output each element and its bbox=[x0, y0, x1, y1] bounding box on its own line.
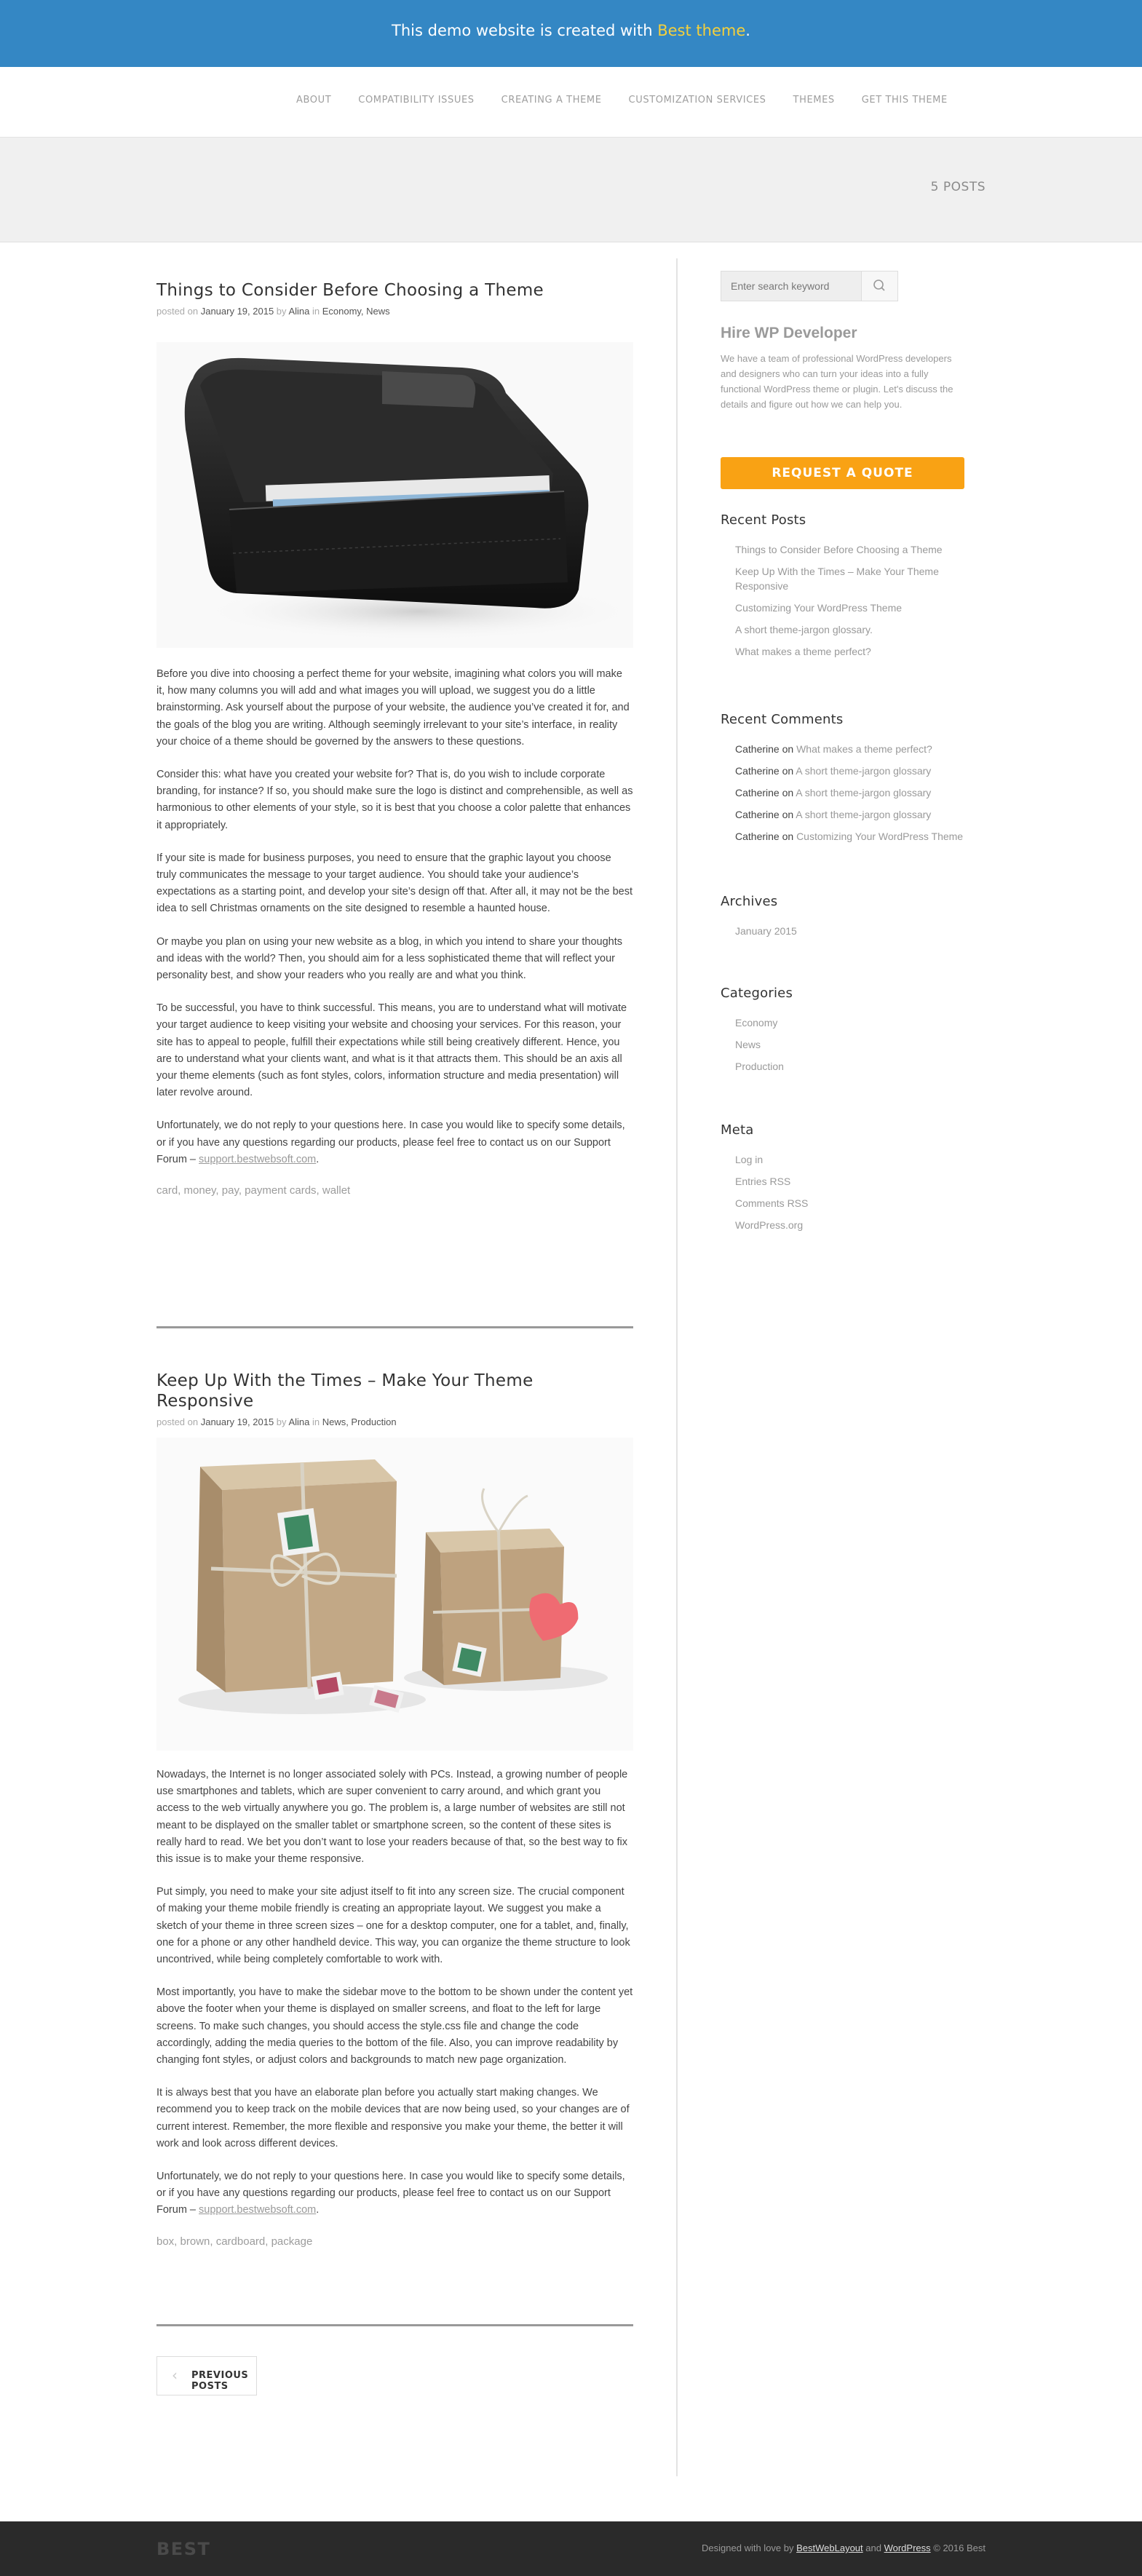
post-categories[interactable]: Economy, News bbox=[322, 306, 390, 317]
best-theme-link[interactable]: Best theme bbox=[657, 22, 746, 39]
widget-title: Recent Posts bbox=[721, 512, 806, 528]
comment-on-label: on bbox=[779, 787, 796, 798]
wordpress-link[interactable]: WordPress bbox=[884, 2543, 931, 2553]
post-title[interactable]: Things to Consider Before Choosing a Theme bbox=[156, 281, 544, 300]
meta-link[interactable]: Comments RSS bbox=[735, 1197, 809, 1209]
archive-link[interactable]: January 2015 bbox=[735, 925, 797, 937]
boxes-image bbox=[156, 1438, 633, 1751]
comment-on-label: on bbox=[779, 831, 797, 842]
comment-on-label: on bbox=[779, 809, 796, 820]
widget-title: Archives bbox=[721, 894, 778, 909]
comment-author: Catherine bbox=[735, 765, 780, 777]
post-date[interactable]: January 19, 2015 bbox=[200, 306, 274, 317]
category-link[interactable]: News bbox=[735, 1039, 761, 1050]
comment-post-link[interactable]: Customizing Your WordPress Theme bbox=[796, 831, 964, 842]
meta-link[interactable]: WordPress.org bbox=[735, 1219, 804, 1231]
widget-title: Categories bbox=[721, 986, 793, 1001]
widget-title: Recent Comments bbox=[721, 712, 844, 727]
recent-comment bbox=[735, 829, 997, 844]
support-forum-link[interactable]: support.bestwebsoft.com bbox=[199, 1153, 317, 1165]
closing-end: . bbox=[316, 1153, 320, 1165]
nav-item-customization-services[interactable]: CUSTOMIZATION SERVICES bbox=[628, 95, 766, 106]
post-paragraph: Put simply, you need to make your site adjust itself to fit into any screen size. The crucial component of making your theme mobile friendly is creating an appropriate layout. We suggest you make a sketch of your theme in three screen sizes – one for a desktop computer, one for a tablet, and, finally, one for a phone or any other handheld device. This way, you can organize the theme structure to look uncontrived, while being completely comfortable to work with. bbox=[156, 1886, 630, 1966]
post-paragraph: Nowadays, the Internet is no longer associated solely with PCs. Instead, a growing number of people use smartphones and tablets, which are super convenient to carry around, and which grant you access to the web virtually anywhere you go. The problem is, a large number of websites are still not meant to be displayed on the smaller tablet or smartphone screen, so the content of these sites is really hard to read. We bet you don’t want to lose your readers because of that, so the best way to fix this issue is to make your theme responsive. bbox=[156, 1769, 628, 1866]
post-body bbox=[156, 666, 633, 1197]
comment-author: Catherine bbox=[735, 787, 780, 798]
main-navigation bbox=[0, 67, 1142, 138]
nav-item-compatibility-issues[interactable]: COMPATIBILITY ISSUES bbox=[358, 95, 475, 106]
comment-post-link[interactable]: A short theme-jargon glossary bbox=[796, 787, 932, 798]
post-separator bbox=[156, 1326, 633, 1328]
comment-author: Catherine bbox=[735, 831, 780, 842]
recent-comment bbox=[735, 764, 997, 778]
archives-widget bbox=[721, 894, 997, 946]
hire-title: Hire WP Developer bbox=[721, 325, 857, 341]
hire-developer-widget bbox=[721, 325, 997, 412]
search-input[interactable] bbox=[721, 272, 863, 301]
post-article bbox=[156, 280, 633, 317]
footer-credit bbox=[702, 2543, 986, 2553]
nav-item-get-this-theme[interactable]: GET THIS THEME bbox=[861, 95, 948, 106]
by-label: by bbox=[274, 1416, 289, 1427]
nav-item-themes[interactable]: THEMES bbox=[793, 95, 835, 106]
demo-notice-text: This demo website is created with bbox=[392, 22, 658, 39]
search-icon bbox=[862, 272, 898, 301]
post-paragraph: Before you dive into choosing a perfect theme for your website, imagining what colors you will make it, how many columns you will add and what images you will upload, we suggest you do a little brainstorming. Ask yourself about the purpose of your website, the audience you’ve created it for, and the goals of the blog you are writing. Although seemingly irrelevant to your site’s interface, in reality your choice of a theme should be governed by the answers to these questions. bbox=[156, 668, 630, 748]
post-author[interactable]: Alina bbox=[288, 1416, 310, 1427]
request-quote-button[interactable]: REQUEST A QUOTE bbox=[721, 457, 964, 489]
post-meta bbox=[156, 306, 633, 317]
bestweblayout-link[interactable]: BestWebLayout bbox=[796, 2543, 863, 2553]
in-label: in bbox=[309, 306, 322, 317]
comment-on-label: on bbox=[779, 765, 796, 777]
comment-author: Catherine bbox=[735, 809, 780, 820]
previous-posts-label: PREVIOUS POSTS bbox=[191, 2370, 249, 2392]
widget-title: Meta bbox=[721, 1122, 754, 1138]
comment-post-link[interactable]: A short theme-jargon glossary bbox=[796, 765, 932, 777]
recent-comment bbox=[735, 785, 997, 800]
post-date[interactable]: January 19, 2015 bbox=[200, 1416, 274, 1427]
support-forum-link[interactable]: support.bestwebsoft.com bbox=[199, 2204, 317, 2216]
previous-posts-button[interactable] bbox=[156, 2356, 257, 2395]
posted-on-label: posted on bbox=[156, 306, 201, 317]
post-meta bbox=[156, 1416, 633, 1427]
post-tags[interactable]: card, money, pay, payment cards, wallet bbox=[156, 1184, 351, 1197]
closing-text: Unfortunately, we do not reply to your questions here. In case you would like to specify some details, or if you have any questions regarding our products, please feel free to contact us on our Support Forum – bbox=[156, 1119, 625, 1165]
recent-post-link[interactable]: What makes a theme perfect? bbox=[735, 646, 871, 657]
post-paragraph: Most importantly, you have to make the sidebar move to the bottom to be shown under the content yet above the footer when your theme is displayed on smaller screens, and float to the left for large screens. To make such changes, you should access the style.css file and change the code accordingly, adding the media queries to the bottom of the file. Also, you can improve readability by changing font styles, or adjust colors and backgrounds to match new page organization. bbox=[156, 1986, 633, 2066]
nav-item-creating-a-theme[interactable]: CREATING A THEME bbox=[501, 95, 602, 106]
post-title[interactable]: Keep Up With the Times – Make Your Theme Responsive bbox=[156, 1371, 534, 1411]
posted-on-label: posted on bbox=[156, 1416, 201, 1427]
recent-comments-widget bbox=[721, 712, 997, 851]
search-button[interactable] bbox=[861, 272, 897, 301]
nav-item-about[interactable]: ABOUT bbox=[296, 95, 332, 106]
by-label: by bbox=[274, 306, 289, 317]
category-link[interactable]: Economy bbox=[735, 1017, 778, 1029]
comment-on-label: on bbox=[779, 743, 797, 755]
post-paragraph: Consider this: what have you created your website for? That is, do you wish to include corporate branding, for instance? If so, you should make sure the logo is distinct and comprehensible, as well as harmonious to other elements of your style, so it is best that you choose a color palette that enhances it appropriately. bbox=[156, 769, 633, 831]
post-closing bbox=[156, 1117, 633, 1168]
meta-widget bbox=[721, 1122, 997, 1240]
post-author[interactable]: Alina bbox=[288, 306, 310, 317]
posts-count: 5 POSTS bbox=[930, 180, 986, 194]
in-label: in bbox=[309, 1416, 322, 1427]
comment-author: Catherine bbox=[735, 743, 780, 755]
demo-notice-bar bbox=[0, 0, 1142, 67]
closing-text: Unfortunately, we do not reply to your questions here. In case you would like to specify some details, or if you have any questions regarding our products, please feel free to contact us on our Support Forum – bbox=[156, 2171, 625, 2216]
sidebar-divider bbox=[676, 258, 678, 2476]
copyright-text: © 2016 Best bbox=[930, 2543, 986, 2553]
recent-post-link[interactable]: Things to Consider Before Choosing a Theme bbox=[735, 544, 943, 555]
post-article bbox=[156, 1371, 633, 1427]
recent-comment bbox=[735, 742, 997, 756]
category-link[interactable]: Production bbox=[735, 1061, 784, 1072]
wallet-image bbox=[156, 342, 633, 648]
post-categories[interactable]: News, Production bbox=[322, 1416, 397, 1427]
hire-text: We have a team of professional WordPress developers and designers who can turn your ideas into a fully functional WordPress theme or plugin. Let's discuss the details and figure out how we can help you. bbox=[721, 353, 953, 410]
recent-comment bbox=[735, 807, 997, 822]
page-header-band bbox=[0, 138, 1142, 242]
post-paragraph: To be successful, you have to think successful. This means, you are to understand what will motivate your target audience to keep visiting your website and choosing your services. For this reason, your site has to appeal to people, fulfill their expectations while still being creatively different. Hence, you are to understand what your clients want, and what is it that attracts them. This should be an axis all your theme elements (such as font styles, colors, information structure and media presentation) will later revolve around. bbox=[156, 1002, 627, 1099]
chevron-left-icon: ‹ bbox=[172, 2366, 178, 2384]
meta-link[interactable]: Log in bbox=[735, 1154, 764, 1165]
post-separator bbox=[156, 2324, 633, 2326]
footer-logo[interactable]: BEST bbox=[156, 2539, 211, 2559]
comment-post-link[interactable]: What makes a theme perfect? bbox=[796, 743, 932, 755]
post-paragraph: Or maybe you plan on using your new website as a blog, in which you intend to share your thoughts and ideas with the world? Then, you should aim for a less sophisticated theme that will reflect your personality best, and show your readers who you really are and what you think. bbox=[156, 935, 622, 982]
post-tags[interactable]: box, brown, cardboard, package bbox=[156, 2235, 313, 2248]
categories-widget bbox=[721, 986, 997, 1081]
credit-text: Designed with love by bbox=[702, 2543, 797, 2553]
site-footer bbox=[0, 2521, 1142, 2576]
post-paragraph: If your site is made for business purposes, you need to ensure that the graphic layout you choose truly communicates the message to your target audience. You should take your audience’s expectations as a starting point, and develop your site’s design off that. After all, it may not be the best idea to sell Christmas ornaments on the site designed to resemble a haunted house. bbox=[156, 852, 633, 915]
recent-post-link[interactable]: A short theme-jargon glossary. bbox=[735, 624, 873, 635]
recent-post-link[interactable]: Keep Up With the Times – Make Your Theme Responsive bbox=[735, 566, 939, 592]
comment-post-link[interactable]: A short theme-jargon glossary bbox=[796, 809, 932, 820]
demo-notice-end: . bbox=[745, 22, 750, 39]
post-closing bbox=[156, 2168, 633, 2219]
meta-link[interactable]: Entries RSS bbox=[735, 1176, 791, 1187]
recent-post-link[interactable]: Customizing Your WordPress Theme bbox=[735, 602, 903, 614]
post-paragraph: It is always best that you have an elaborate plan before you actually start making changes. We recommend you to keep track on the mobile devices that are now being used, so your changes are of current interest. Remember, the more flexible and responsive you make your theme, the better it will work and look across different devices. bbox=[156, 2087, 630, 2149]
search-form bbox=[721, 271, 898, 301]
post-body bbox=[156, 1767, 633, 2248]
recent-posts-widget bbox=[721, 512, 997, 666]
closing-end: . bbox=[316, 2204, 320, 2216]
credit-and: and bbox=[863, 2543, 884, 2553]
